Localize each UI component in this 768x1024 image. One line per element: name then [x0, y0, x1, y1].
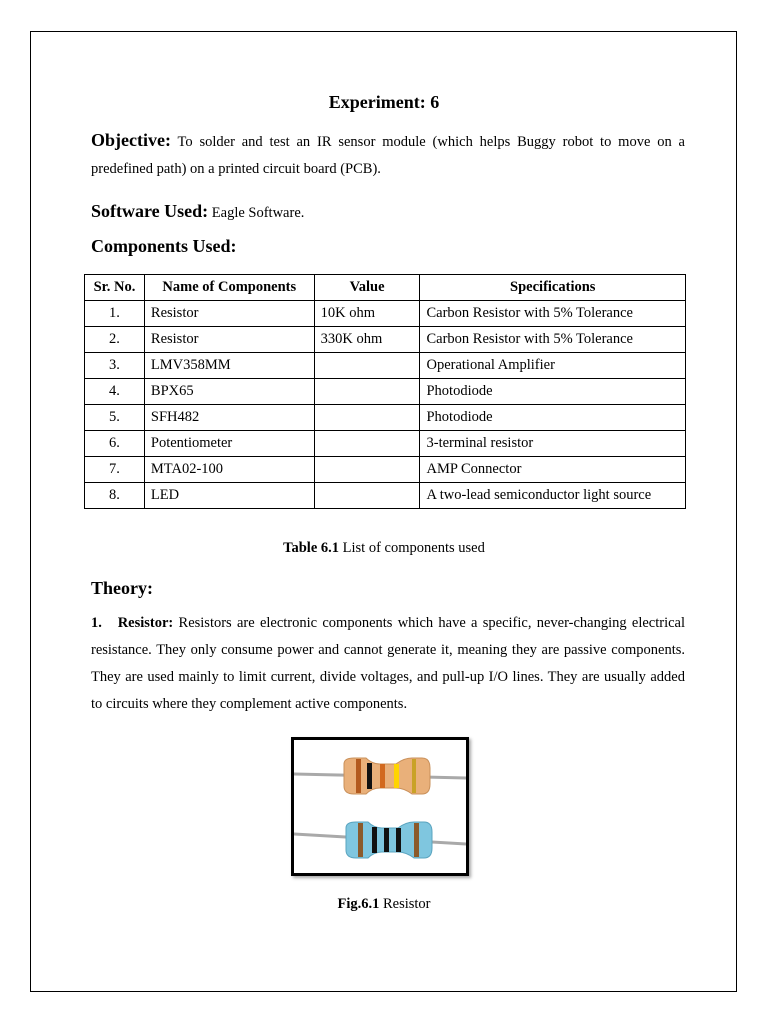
theory-item-text: Resistors are electronic components which have a specific, never-changing electrical resistance. They only consume power and cannot generate it, meaning they are passive components. They are used mainly to limit current, divide voltages, and pull-up I/O lines. They are usually added to circuits where they complement active components. — [91, 615, 685, 712]
cell-name: LED — [144, 483, 314, 509]
figure-caption-text: Resistor — [379, 896, 431, 912]
theory-item-label: Resistor: — [117, 615, 174, 631]
cell-specification: 3-terminal resistor — [420, 431, 686, 457]
theory-item-number: 1. — [91, 615, 102, 631]
figure-caption-label: Fig.6.1 — [337, 896, 380, 912]
objective-paragraph — [91, 127, 685, 183]
table-caption — [0, 540, 768, 557]
table-row — [85, 405, 686, 431]
cell-value: 330K ohm — [314, 327, 420, 353]
cell-value — [314, 353, 420, 379]
cell-name: SFH482 — [144, 405, 314, 431]
cell-specification: Photodiode — [420, 405, 686, 431]
software-label: Software Used: — [91, 201, 209, 221]
cell-sr-no: 5. — [85, 405, 145, 431]
components-table — [84, 274, 686, 509]
cell-sr-no: 3. — [85, 353, 145, 379]
cell-sr-no: 8. — [85, 483, 145, 509]
header-name: Name of Components — [144, 275, 314, 301]
cell-sr-no: 2. — [85, 327, 145, 353]
cell-specification: AMP Connector — [420, 457, 686, 483]
cell-specification: Carbon Resistor with 5% Tolerance — [420, 327, 686, 353]
cell-value — [314, 457, 420, 483]
cell-specification: Photodiode — [420, 379, 686, 405]
header-specifications: Specifications — [420, 275, 686, 301]
table-caption-label: Table 6.1 — [283, 540, 340, 556]
table-row — [85, 301, 686, 327]
cell-name: LMV358MM — [144, 353, 314, 379]
table-header-row — [85, 275, 686, 301]
table-row — [85, 431, 686, 457]
resistor-figure — [291, 737, 469, 876]
cell-sr-no: 4. — [85, 379, 145, 405]
software-paragraph — [91, 198, 685, 227]
cell-value: 10K ohm — [314, 301, 420, 327]
cell-name: Resistor — [144, 301, 314, 327]
objective-label: Objective: — [91, 130, 171, 150]
cell-sr-no: 7. — [85, 457, 145, 483]
cell-value — [314, 431, 420, 457]
experiment-title: Experiment: 6 — [328, 92, 440, 112]
table-row — [85, 457, 686, 483]
cell-specification: Carbon Resistor with 5% Tolerance — [420, 301, 686, 327]
table-row — [85, 327, 686, 353]
theory-resistor-paragraph — [91, 610, 685, 718]
components-heading: Components Used: — [91, 236, 237, 256]
cell-specification: A two-lead semiconductor light source — [420, 483, 686, 509]
cell-name: MTA02-100 — [144, 457, 314, 483]
cell-name: Potentiometer — [144, 431, 314, 457]
table-row — [85, 483, 686, 509]
cell-name: Resistor — [144, 327, 314, 353]
cell-specification: Operational Amplifier — [420, 353, 686, 379]
theory-heading: Theory: — [91, 578, 153, 598]
figure-caption — [0, 896, 768, 913]
cell-sr-no: 6. — [85, 431, 145, 457]
cell-name: BPX65 — [144, 379, 314, 405]
table-row — [85, 379, 686, 405]
table-caption-text: List of components used — [339, 540, 485, 556]
software-text: Eagle Software. — [208, 205, 305, 221]
table-row — [85, 353, 686, 379]
resistor-image — [294, 740, 466, 873]
objective-text: To solder and test an IR sensor module (which helps Buggy robot to move on a predefined path) on a printed circuit board (PCB). — [91, 134, 685, 177]
cell-value — [314, 405, 420, 431]
cell-value — [314, 483, 420, 509]
header-value: Value — [314, 275, 420, 301]
header-sr-no: Sr. No. — [85, 275, 145, 301]
cell-sr-no: 1. — [85, 301, 145, 327]
cell-value — [314, 379, 420, 405]
